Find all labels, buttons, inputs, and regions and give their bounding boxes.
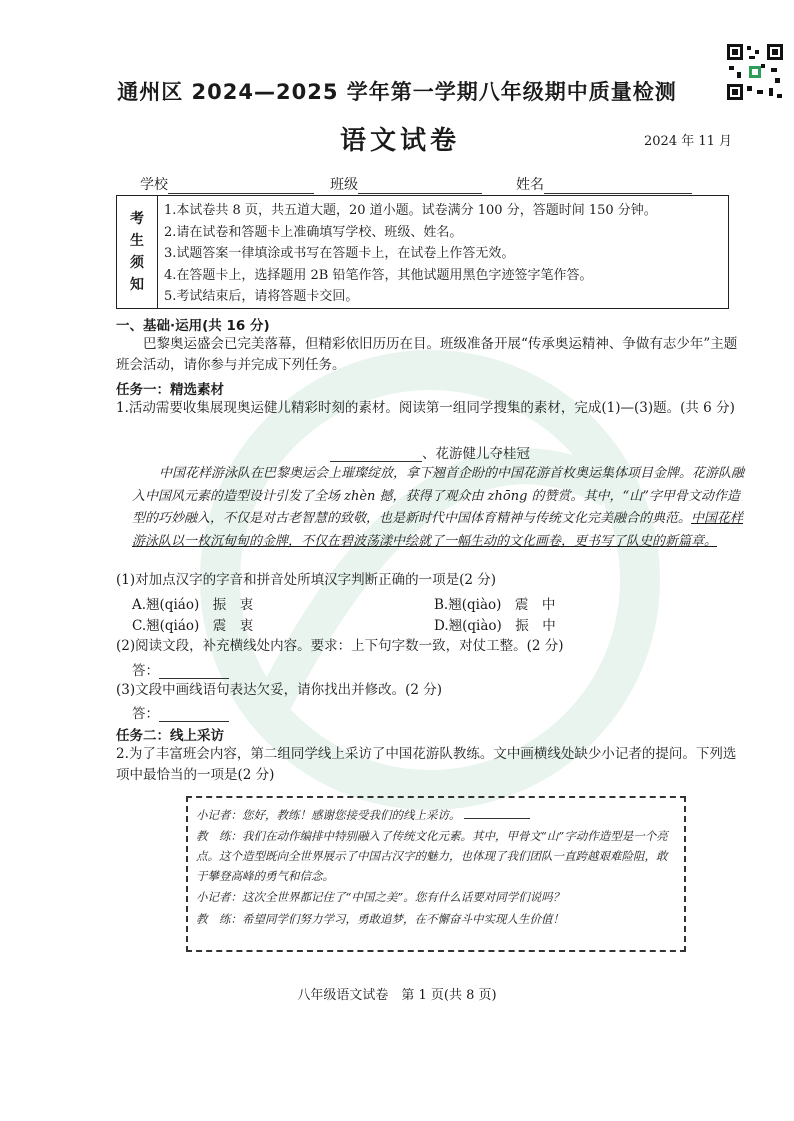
dialog-line: 小记者：这次全世界都记住了“中国之美”。您有什么话要对同学们说吗？: [196, 890, 565, 904]
sub-question-1: (1)对加点汉字的字音和拼音处所填汉字判断正确的一项是(2 分): [116, 572, 497, 588]
dialog-blank[interactable]: [464, 806, 530, 819]
subject-title: 语文试卷: [339, 126, 460, 156]
option-b[interactable]: B.翘(qiào) 震 中: [434, 597, 556, 613]
notice-item: 3.试题答案一律填涂或书写在答题卡上，在试卷上作答无效。: [164, 246, 515, 261]
class-field[interactable]: [358, 177, 482, 194]
option-a[interactable]: A.翘(qiáo) 振 衷: [132, 597, 254, 613]
answer-line-2: 答：: [132, 659, 229, 679]
section-intro: 巴黎奥运盛会已完美落幕，但精彩依旧历历在目。班级准备开展“传承奥运精神、争做有志少年”主题班会活动，请你参与并完成下列任务。: [116, 336, 738, 373]
answer-blank-2[interactable]: [159, 664, 229, 679]
task1-heading: 任务一：精选素材: [116, 382, 224, 398]
section-heading: 一、基础·运用(共 16 分): [116, 318, 270, 334]
school-field[interactable]: [168, 177, 314, 194]
dialog-line: 教 练：我们在动作编排中特别融入了传统文化元素。其中，甲骨文“山”字动作造型是一个亮点。这个造型既向全世界展示了中国古汉字的魅力，也体现了我们团队一直跨越艰难险阻，敢于攀登高峰的勇气和信念。: [196, 829, 668, 883]
notice-item: 5.考试结束后，请将答题卡交回。: [164, 289, 359, 304]
notice-item: 1.本试卷共 8 页，共五道大题，20 道小题。试卷满分 100 分，答题时间 150 分钟。: [164, 203, 657, 218]
interview-dialog-box: [186, 796, 686, 952]
option-c[interactable]: C.翘(qiáo) 震 衷: [132, 618, 254, 634]
passage-title: 、花游健儿夺桂冠: [330, 442, 530, 462]
sub-question-2: (2)阅读文段，补充横线处内容。要求：上下句字数一致，对仗工整。(2 分): [116, 638, 564, 654]
exam-date: 2024 年 11 月: [644, 134, 733, 149]
dialog-line: 小记者：您好，教练！感谢您接受我们的线上采访。: [196, 804, 676, 826]
sub-question-3: (3)文段中画线语句表达欠妥，请你找出并修改。(2 分): [116, 682, 443, 698]
passage-title-blank[interactable]: [330, 447, 422, 462]
dialog-line: 教 练：希望同学们努力学习，勇敢追梦，在不懈奋斗中实现人生价值！: [196, 912, 564, 926]
page-footer: 八年级语文试卷 第 1 页(共 8 页): [297, 988, 497, 1003]
task2-heading: 任务二：线上采访: [116, 728, 224, 744]
notice-item: 2.请在试卷和答题卡上准确填写学校、班级、姓名。: [164, 224, 463, 240]
student-info-line: [140, 174, 692, 194]
notice-list: [158, 196, 663, 308]
question-2: 2.为了丰富班会内容，第二组同学线上采访了中国花游队教练。文中画横线处缺少小记者的提问。下列选项中最恰当的一项是(2 分): [116, 746, 737, 783]
answer-line-3: 答：: [132, 702, 229, 722]
exam-notice-box: [116, 195, 729, 309]
question-1: 1.活动需要收集展现奥运健儿精彩时刻的素材。阅读第一组同学搜集的素材，完成(1)—(3)题。(共 6 分): [116, 400, 735, 416]
notice-side-label: 考 生 须 知: [117, 196, 158, 308]
exam-title: 通州区 2024—2025 学年第一学期八年级期中质量检测: [117, 80, 677, 104]
underlined-sentence: 中国花样游泳队以一枚沉甸甸的金牌，不仅在碧波荡漾中绘就了一幅生动的文化画卷，更书写了队史的新篇章。: [132, 511, 744, 549]
school-label: 学校: [140, 177, 168, 193]
name-label: 姓名: [516, 177, 544, 193]
passage-paragraph: 中国花样游泳队在巴黎奥运会上璀璨绽放，拿下翘首企盼的中国花游首枚奥运集体项目金牌。花游队融入中国风元素的造型设计引发了全场 zhèn 撼，获得了观众由 zhōng 的赞赏。其中，“山”字甲骨文动作造型的巧妙融入，不仅是对古老智慧的致敬，也是新时代中国体育精神与传统文化完美融合的典范。中国花样游泳队以一枚沉甸甸的金牌，不仅在碧波荡漾中绘就了一幅生动的文化画卷，更书写了队史的新篇章。: [132, 466, 745, 549]
notice-item: 4.在答题卡上，选择题用 2B 铅笔作答，其他试题用黑色字迹签字笔作答。: [164, 267, 593, 283]
answer-blank-3[interactable]: [159, 707, 229, 722]
option-d[interactable]: D.翘(qiào) 振 中: [434, 618, 556, 634]
name-field[interactable]: [544, 177, 692, 194]
class-label: 班级: [330, 177, 358, 193]
